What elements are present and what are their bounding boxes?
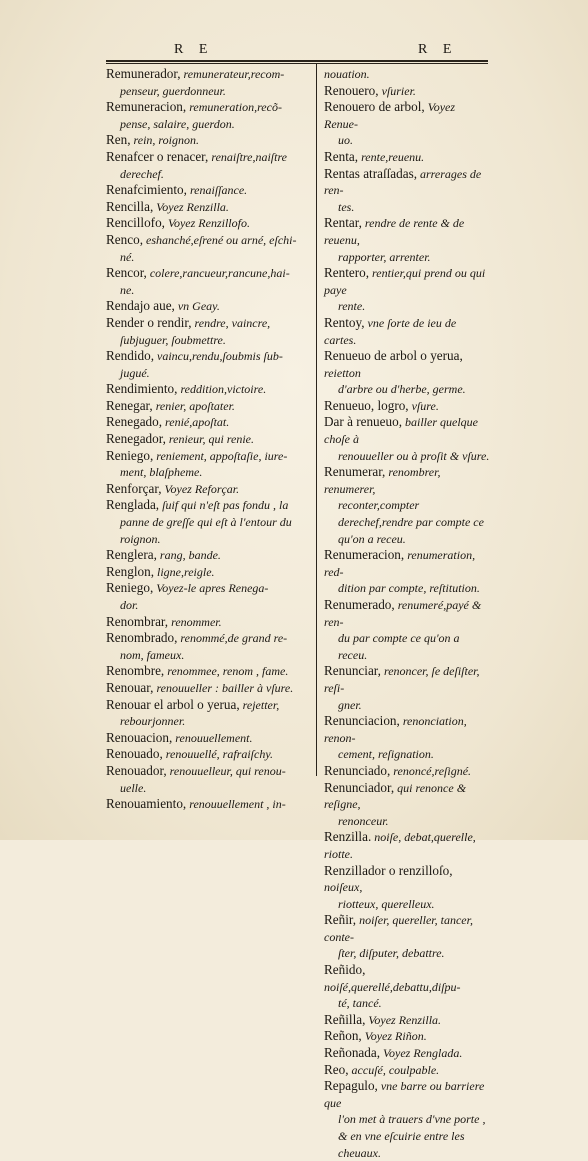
entry-definition: renouuellement , in-: [186, 797, 286, 812]
entry-definition: vn Geay.: [174, 299, 220, 314]
dictionary-entry: [324, 1045, 490, 1062]
dictionary-entry: [324, 1062, 490, 1079]
entry-headword: Renombrado,: [106, 630, 178, 646]
dictionary-entry: [106, 763, 306, 796]
entry-headword: Reniego,: [106, 447, 154, 463]
dictionary-entry: [106, 746, 306, 763]
dictionary-entry: [324, 763, 490, 780]
dictionary-entry: [106, 398, 306, 415]
entry-definition: vne barre ou barriere que: [324, 1079, 485, 1110]
entry-headword: Rencor,: [106, 265, 147, 281]
entry-headword: Reñilla,: [324, 1011, 366, 1027]
entry-definition: ſuif qui n'eſt pas fondu , la: [159, 498, 289, 513]
dictionary-entry: [324, 597, 490, 663]
dictionary-entry: [324, 829, 490, 862]
dictionary-entry: [324, 149, 490, 166]
dictionary-entry: [106, 730, 306, 747]
dictionary-entry: [106, 448, 306, 481]
dictionary-entry: [106, 796, 306, 813]
entry-headword: Renunciado,: [324, 762, 391, 778]
entry-continuation: dor.: [120, 598, 139, 612]
entry-definition: bailler quelque choſe à: [324, 415, 478, 447]
entry-definition: renombrer, renumerer,: [324, 465, 441, 496]
entry-headword: Renumeracion,: [324, 547, 405, 563]
entry-definition: rentier,qui prend ou qui paye: [324, 266, 486, 297]
entry-continuation: dition par compte, reſtitution.: [338, 581, 480, 596]
dictionary-entry: [324, 1078, 490, 1161]
entry-definition: vſurier.: [378, 83, 416, 98]
header-right: R E: [418, 42, 458, 57]
dictionary-entry: [106, 265, 306, 298]
dictionary-entry: [324, 780, 490, 830]
entry-definition: remunerateur,recom-: [180, 67, 285, 81]
dictionary-entry: [106, 215, 306, 232]
entry-definition: Voyez-le apres Renega-: [153, 581, 269, 596]
dictionary-entry: [106, 66, 306, 99]
dictionary-entry: [106, 348, 306, 381]
entry-continuation: riotteux, querelleux.: [338, 896, 435, 911]
entry-definition: Voyez Renzillofo.: [164, 216, 250, 231]
entry-definition: vaincu,rendu,ſoubmis ſub-: [154, 349, 283, 364]
entry-headword: Renombre,: [106, 663, 165, 679]
entry-continuation: renouueller ou à proſit & vſure.: [338, 448, 490, 463]
entry-definition: renonciation, renon-: [324, 714, 467, 745]
entry-headword: Renco,: [106, 231, 143, 247]
entry-definition: noiſe, debat,querelle, riotte.: [324, 830, 476, 861]
dictionary-entry: [106, 630, 306, 663]
entry-definition: noiſé,querellé,debattu,diſpu-: [324, 979, 461, 994]
entry-definition: vne ſorte de ieu de cartes.: [324, 315, 457, 347]
entry-headword: Rentar,: [324, 215, 362, 231]
entry-continuation: uo.: [338, 133, 353, 148]
entry-continuation: tes.: [338, 199, 355, 214]
dictionary-entry: [324, 215, 490, 265]
entry-continuation: ſubjuguer, ſoubmettre.: [120, 332, 226, 347]
entry-headword: Renta,: [324, 148, 359, 164]
entry-headword: Renouero de arbol,: [324, 99, 425, 115]
entry-definition: renier, apoſtater.: [152, 398, 235, 413]
entry-definition: rendre, vaincre,: [191, 315, 271, 330]
entry-continuation: d'arbre ou d'herbe, germe.: [338, 382, 466, 397]
entry-continuation: té, tancé.: [338, 996, 382, 1011]
entry-continuation: derechef.: [120, 166, 164, 181]
dictionary-entry: [324, 863, 490, 913]
entry-continuation: rapporter, arrenter.: [338, 249, 431, 264]
dictionary-entry: [324, 99, 490, 149]
entry-headword: Remuneracion,: [106, 99, 187, 115]
entry-continuation: du par compte ce qu'on a receu.: [338, 631, 460, 662]
entry-definition: renouuellé, rafraiſchy.: [162, 747, 273, 762]
dictionary-entry: [324, 315, 490, 348]
entry-definition: renumeration, red-: [324, 548, 476, 579]
entry-headword: Remunerador,: [106, 66, 181, 81]
entry-headword: Renegar,: [106, 397, 153, 413]
dictionary-entry: [324, 547, 490, 597]
entry-definition: rejetter,: [239, 697, 280, 712]
entry-definition: renommee, renom , fame.: [164, 664, 289, 679]
entry-definition: Voyez Reforçar.: [161, 481, 240, 496]
dictionary-entry: [106, 381, 306, 398]
entry-definition: nouation.: [324, 67, 370, 81]
entry-headword: Repagulo,: [324, 1078, 378, 1094]
entry-headword: Renglada,: [106, 497, 160, 513]
entry-continuation: uelle.: [120, 780, 147, 795]
entry-definition: renommé,de grand re-: [177, 631, 288, 646]
entry-definition: noiſer, quereller, tancer, conte-: [324, 913, 473, 944]
entry-definition: rein, roignon.: [130, 133, 199, 148]
dictionary-entry: [324, 663, 490, 713]
entry-definition: renaiſtre,naiſtre: [208, 149, 287, 164]
dictionary-entry: [106, 232, 306, 265]
entry-headword: Renegado,: [106, 414, 163, 430]
dictionary-entry: [106, 199, 306, 216]
header-rule-thin: [106, 63, 488, 64]
entry-headword: Renunciador,: [324, 779, 395, 795]
dictionary-entry: [106, 547, 306, 564]
entry-headword: Renueuo de arbol o yerua,: [324, 348, 463, 364]
entry-definition: renieur, qui renie.: [165, 432, 254, 447]
entry-headword: Renafcer o renacer,: [106, 148, 209, 164]
dictionary-entry: [106, 149, 306, 182]
entry-continuation: pense, salaire, guerdon.: [120, 116, 235, 131]
dictionary-entry: [324, 962, 490, 1012]
dictionary-entry: [324, 265, 490, 315]
dictionary-entry: [106, 315, 306, 348]
left-column: [106, 66, 306, 813]
dictionary-entry: [324, 348, 490, 398]
entry-definition: Voyez Riñon.: [361, 1029, 427, 1044]
entry-continuation: rebourjonner.: [120, 714, 186, 729]
entry-definition: renoncé,reſigné.: [390, 763, 472, 778]
entry-definition: Voyez Renglada.: [380, 1046, 463, 1061]
entry-headword: Rendimiento,: [106, 381, 178, 397]
dictionary-entry: [106, 663, 306, 680]
entry-headword: Renunciar,: [324, 663, 381, 679]
entry-headword: Renforçar,: [106, 480, 162, 496]
entry-continuation: ment, blaſpheme.: [120, 465, 203, 480]
entry-headword: Reñido,: [324, 962, 366, 978]
entry-headword: Renouador,: [106, 762, 167, 778]
entry-headword: Ren,: [106, 132, 131, 148]
dictionary-entry: [324, 414, 490, 464]
entry-headword: Renouado,: [106, 746, 163, 762]
entry-continuation: gner.: [338, 697, 362, 712]
dictionary-entry: [106, 431, 306, 448]
entry-headword: Renglon,: [106, 563, 154, 579]
entry-continuation: rente.: [338, 299, 366, 314]
entry-definition: renaiſſance.: [186, 183, 248, 198]
entry-definition: ligne,reigle.: [154, 564, 215, 579]
entry-continuation: nom, fameux.: [120, 647, 185, 662]
dictionary-entry: [106, 697, 306, 730]
entry-headword: Renueuo, logro,: [324, 397, 409, 413]
entry-headword: Rendajo aue,: [106, 298, 175, 314]
entry-headword: Renafcimiento,: [106, 182, 187, 198]
entry-definition: renouuelleur, qui renou-: [166, 763, 286, 778]
entry-definition: vſure.: [408, 398, 439, 413]
entry-definition: renié,apoſtat.: [162, 415, 230, 430]
dictionary-entry: [106, 564, 306, 581]
entry-definition: accuſé, coulpable.: [348, 1062, 440, 1077]
entry-headword: Renzilla.: [324, 829, 372, 845]
column-divider: [316, 64, 317, 776]
entry-continuation: panne de greſſe qui eſt à l'entour du roignon.: [120, 515, 292, 546]
entry-definition: eshanché,eſrené ou arné, eſchi-: [143, 232, 297, 247]
dictionary-entry: [324, 1028, 490, 1045]
dictionary-entry: [324, 83, 490, 100]
entry-continuation: cement, reſignation.: [338, 747, 434, 762]
entry-continuation: jugué.: [120, 365, 150, 380]
entry-headword: Reñonada,: [324, 1045, 381, 1061]
entry-definition: Voyez Renzilla.: [153, 199, 229, 214]
entry-headword: Renouacion,: [106, 729, 173, 745]
dictionary-entry: [324, 713, 490, 763]
entry-headword: Renouar,: [106, 679, 154, 695]
entry-continuation: né.: [120, 249, 135, 264]
right-column: [324, 66, 490, 1161]
dictionary-entry: [106, 182, 306, 199]
entry-definition: renouuellement.: [172, 730, 253, 745]
entry-definition: reddition,victoire.: [177, 382, 267, 397]
dictionary-entry: [324, 166, 490, 216]
entry-continuation: ſter, diſputer, debattre.: [338, 946, 445, 961]
entry-headword: Dar à renueuo,: [324, 414, 402, 430]
entry-headword: Renglera,: [106, 547, 157, 563]
entry-definition: colere,rancueur,rancune,hai-: [146, 266, 290, 281]
dictionary-entry: [106, 414, 306, 431]
dictionary-entry: [324, 464, 490, 547]
header-rule: [106, 60, 488, 62]
entry-headword: Reñir,: [324, 912, 357, 928]
entry-headword: Rentoy,: [324, 314, 365, 330]
entry-continuation: l'on met à trauers d'vne porte , & en vne eſcuirie entre les cheuaux.: [338, 1112, 486, 1160]
entry-continuation: ne.: [120, 282, 135, 297]
entry-headword: Rentas atraſſadas,: [324, 165, 418, 181]
entry-headword: Rentero,: [324, 265, 370, 281]
entry-headword: Renouero,: [324, 82, 379, 98]
entry-headword: Rencillofo,: [106, 215, 165, 231]
entry-definition: reietton: [324, 365, 361, 380]
entry-continuation: renonceur.: [338, 813, 389, 828]
entry-continuation: penseur, guerdonneur.: [120, 83, 226, 98]
entry-headword: Renombrar,: [106, 613, 169, 629]
dictionary-entry: [106, 580, 306, 613]
entry-definition: rendre de rente & de reuenu,: [324, 216, 465, 247]
entry-definition: noiſeux,: [324, 880, 363, 895]
entry-headword: Renouar el arbol o yerua,: [106, 696, 240, 712]
entry-headword: Rendido,: [106, 348, 154, 364]
dictionary-entry: [106, 298, 306, 315]
entry-continuation: reconter,compter derechef,rendre par compte ce qu'on a receu.: [338, 498, 484, 546]
entry-definition: Voyez Renue-: [324, 100, 456, 131]
entry-definition: arrerages de ren-: [324, 166, 482, 198]
dictionary-entry: [324, 912, 490, 962]
dictionary-entry: [324, 398, 490, 415]
entry-definition: reniement, appoſtaſie, iure-: [153, 448, 288, 463]
entry-headword: Renouamiento,: [106, 796, 187, 812]
entry-definition: qui renonce & reſigne,: [324, 780, 467, 812]
entry-headword: Render o rendir,: [106, 314, 192, 330]
entry-definition: remuneration,recõ-: [186, 100, 282, 115]
dictionary-entry: [106, 614, 306, 631]
dictionary-entry: [324, 1012, 490, 1029]
entry-headword: Renegador,: [106, 431, 166, 447]
entry-definition: rang, bande.: [156, 548, 221, 563]
entry-headword: Rencilla,: [106, 198, 154, 214]
entry-headword: Reñon,: [324, 1028, 362, 1044]
dictionary-entry: [106, 99, 306, 132]
dictionary-entry: [106, 132, 306, 149]
entry-headword: Reo,: [324, 1061, 349, 1077]
entry-headword: Renunciacion,: [324, 713, 400, 729]
entry-headword: Reniego,: [106, 580, 154, 596]
dictionary-entry: [106, 481, 306, 498]
entry-definition: renouueller : bailler à vſure.: [153, 680, 294, 695]
entry-definition: Voyez Renzilla.: [365, 1012, 442, 1027]
entry-definition: renommer.: [168, 614, 222, 629]
entry-definition: renumeré,payé & ren-: [324, 598, 482, 629]
entry-definition: renoncer, ſe deſiſter, reſi-: [324, 664, 480, 695]
dictionary-entry: [106, 680, 306, 697]
dictionary-entry: [106, 497, 306, 547]
header-left: R E: [174, 42, 214, 57]
entry-headword: Renzillador o renzilloſo,: [324, 862, 453, 878]
entry-headword: Renumerado,: [324, 597, 395, 612]
entry-headword: Renumerar,: [324, 464, 386, 480]
entry-definition: rente,reuenu.: [358, 149, 425, 164]
dictionary-entry: [324, 66, 490, 83]
